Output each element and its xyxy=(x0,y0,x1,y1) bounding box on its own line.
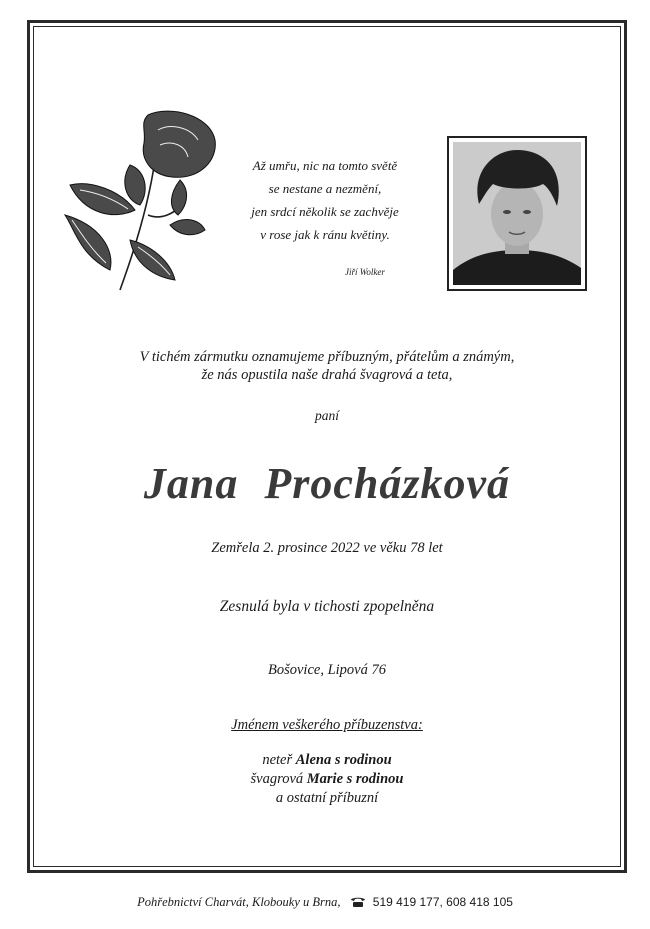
family-list xyxy=(33,751,621,808)
funeral-company: Pohřebnictví Charvát, Klobouky u Brna, xyxy=(137,895,341,909)
footer xyxy=(0,895,650,910)
on-behalf-heading: Jménem veškerého příbuzenstva: xyxy=(231,717,423,733)
poem-line: se nestane a nezmění, xyxy=(268,181,382,196)
intro-line: že nás opustila naše drahá švagrová a teta, xyxy=(201,367,453,383)
family-item: neteř Alena s rodinou xyxy=(262,752,392,768)
poem xyxy=(230,154,420,246)
family-item: a ostatní příbuzní xyxy=(275,790,379,806)
portrait-photo xyxy=(447,136,587,291)
last-name: Procházková xyxy=(264,459,511,508)
first-name: Jana xyxy=(143,459,239,508)
poem-line: Až umřu, nic na tomto světě xyxy=(252,158,398,173)
poem-line: v rose jak k ránu květiny. xyxy=(260,227,390,242)
family-item: švagrová Marie s rodinou xyxy=(250,771,404,787)
poem-line: jen srdcí několik se zachvěje xyxy=(251,204,399,219)
intro-line: V tichém zármutku oznamujeme příbuzným, přátelům a známým, xyxy=(139,349,515,365)
death-date: Zemřela 2. prosince 2022 ve věku 78 let xyxy=(211,540,443,556)
poem-author: Jiří Wolker xyxy=(345,267,385,277)
intro-text xyxy=(33,348,621,384)
phone-numbers: 519 419 177, 608 418 105 xyxy=(372,895,513,909)
cremation-note: Zesnulá byla v tichosti zpopelněna xyxy=(219,598,435,615)
telephone-icon xyxy=(350,896,366,908)
portrait-image xyxy=(453,142,581,285)
rose-icon xyxy=(60,105,225,300)
salutation: paní xyxy=(314,408,339,423)
deceased-name xyxy=(33,458,621,509)
address: Bošovice, Lipová 76 xyxy=(268,662,386,678)
